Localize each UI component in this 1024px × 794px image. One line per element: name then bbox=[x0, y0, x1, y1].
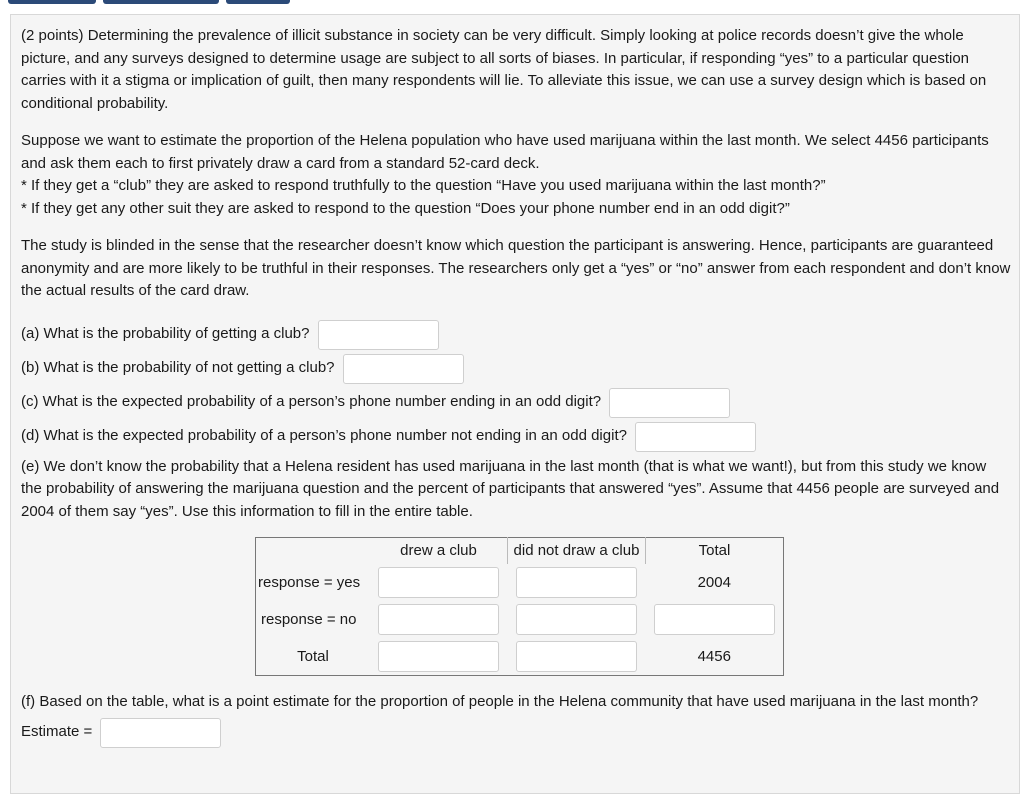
part-b bbox=[21, 352, 1011, 386]
contingency-table bbox=[255, 537, 784, 676]
tab-1[interactable] bbox=[8, 0, 96, 4]
problem-panel bbox=[10, 14, 1020, 794]
part-c-text: (c) What is the expected probability of a person’s phone number ending in an odd digit? bbox=[21, 393, 602, 411]
cell-no-club-input[interactable] bbox=[378, 604, 499, 635]
bullet-club: * If they get a “club” they are asked to respond truthfully to the question “Have you used marijuana within the last month?” bbox=[21, 177, 826, 194]
intro-paragraph: (2 points) Determining the prevalence of illicit substance in society can be very difficult. Simply looking at police records doesn’t give the whole picture, and any surveys designed to determine usage are subject to all sorts of biases. In particular, if responding “yes” to a particular question carries with it a stigma or implication of guilt, then many respondents will lie. To alleviate this issue, we can use a survey design which is based on conditional probability. bbox=[21, 27, 987, 112]
cell-yes-club-input[interactable] bbox=[378, 567, 499, 598]
cell-no-total-input[interactable] bbox=[654, 604, 775, 635]
tab-2[interactable] bbox=[103, 0, 219, 4]
table-row bbox=[256, 601, 784, 638]
table-row bbox=[256, 564, 784, 601]
cell-yes-total: 2004 bbox=[697, 573, 731, 591]
table-header-row bbox=[256, 538, 784, 564]
header-drew-club: drew a club bbox=[400, 542, 477, 560]
part-f-block bbox=[21, 691, 1011, 748]
tab-3[interactable] bbox=[226, 0, 290, 4]
row-label-no: response = no bbox=[261, 610, 357, 628]
header-no-club: did not draw a club bbox=[508, 538, 646, 564]
part-a bbox=[21, 318, 1011, 352]
answer-c-input[interactable] bbox=[609, 388, 730, 418]
part-e-text: (e) We don’t know the probability that a Helena resident has used marijuana in the last month (that is what we want!), but from this study we know the probability of answering the marijuana question and the percent of participants that answered “yes”. Assume that 4456 people are surveyed and 2004 of them say “yes”. Use this information to fill in the entire table. bbox=[21, 457, 1000, 520]
part-f-text: (f) Based on the table, what is a point estimate for the proportion of people in the Helena community that have used marijuana in the last month? bbox=[21, 693, 979, 710]
estimate-line bbox=[21, 718, 1011, 748]
setup-paragraph: Suppose we want to estimate the proportion of the Helena population who have used marijuana within the last month. We select 4456 participants and ask them each to first privately draw a card from a standard 52-card deck. bbox=[21, 132, 989, 172]
answer-b-input[interactable] bbox=[343, 354, 464, 384]
row-label-total: Total bbox=[297, 647, 329, 665]
answer-d-input[interactable] bbox=[635, 422, 756, 452]
part-b-text: (b) What is the probability of not getting a club? bbox=[21, 359, 335, 377]
answer-a-input[interactable] bbox=[318, 320, 439, 350]
cell-no-noclub-input[interactable] bbox=[516, 604, 637, 635]
blinding-paragraph: The study is blinded in the sense that the researcher doesn’t know which question the participant is answering. Hence, participants are guaranteed anonymity and are more likely to be truthful in their responses. The researchers only get a “yes” or “no” answer from each respondent and don’t know the actual results of the card draw. bbox=[21, 237, 1011, 299]
cell-total-club-input[interactable] bbox=[378, 641, 499, 672]
part-a-text: (a) What is the probability of getting a club? bbox=[21, 325, 310, 343]
cell-total-noclub-input[interactable] bbox=[516, 641, 637, 672]
table-row bbox=[256, 638, 784, 676]
part-d bbox=[21, 420, 1011, 454]
table-wrapper bbox=[255, 537, 784, 676]
header-blank bbox=[256, 538, 371, 564]
row-label-yes: response = yes bbox=[258, 573, 361, 591]
cell-yes-noclub-input[interactable] bbox=[516, 567, 637, 598]
part-d-text: (d) What is the expected probability of a person’s phone number not ending in an odd digit? bbox=[21, 427, 627, 445]
part-c bbox=[21, 386, 1011, 420]
cell-grand-total: 4456 bbox=[697, 647, 731, 665]
bullet-other-suit: * If they get any other suit they are asked to respond to the question “Does your phone number end in an odd digit?” bbox=[21, 199, 790, 217]
estimate-label: Estimate = bbox=[21, 723, 93, 741]
estimate-input[interactable] bbox=[100, 718, 221, 748]
header-total: Total bbox=[698, 542, 731, 560]
setup-block bbox=[21, 130, 1011, 220]
problem-content bbox=[21, 25, 1011, 523]
tab-strip bbox=[0, 0, 1024, 6]
